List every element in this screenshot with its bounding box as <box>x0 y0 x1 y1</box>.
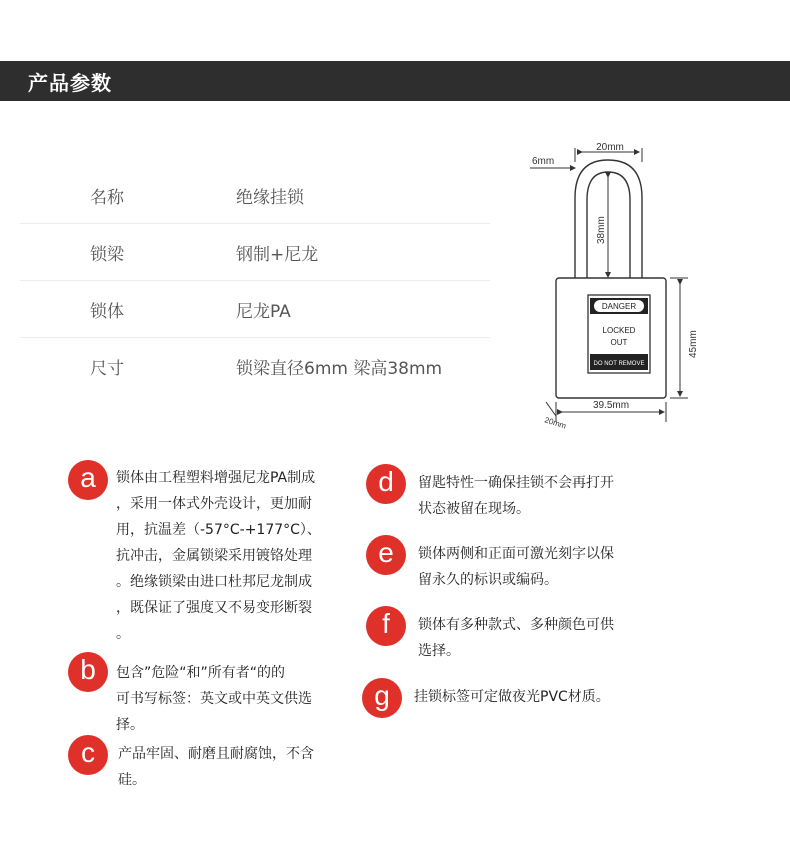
label-do-not-remove: DO NOT REMOVE <box>593 361 645 367</box>
feature-line: 状态被留在现场。 <box>418 501 530 517</box>
feature-line: 锁体由工程塑料增强尼龙PA制成 <box>116 470 316 486</box>
spec-row-size <box>20 338 490 394</box>
padlock-diagram <box>520 140 720 440</box>
spec-value: 锁梁直径6mm 梁高38mm <box>236 359 443 379</box>
feature-line: 用，抗温差（-57°C-+177°C）、 <box>116 522 321 538</box>
spec-label: 尺寸 <box>90 359 124 379</box>
feature-line: ，既保证了强度又不易变形断裂 <box>116 600 312 616</box>
spec-label: 锁体 <box>90 302 124 322</box>
danger-label <box>588 295 650 373</box>
feature-badge: g <box>362 678 402 718</box>
feature-line: 锁体两侧和正面可激光刻字以保 <box>418 546 614 562</box>
section-header <box>0 61 790 101</box>
spec-row-body <box>20 281 490 338</box>
spec-label: 名称 <box>90 188 124 208</box>
feature-badge: e <box>366 535 406 575</box>
spec-label: 锁梁 <box>90 245 124 265</box>
feature-line: 。绝缘锁梁由进口杜邦尼龙制成 <box>116 574 312 590</box>
feature-line: 硅。 <box>118 772 146 788</box>
feature-badge: b <box>68 652 108 692</box>
feature-badge: a <box>68 460 108 500</box>
feature-line: 可书写标签：英文或中英文供选 <box>116 691 312 707</box>
dim-body-height: 45mm <box>688 330 699 358</box>
dim-shackle-width: 20mm <box>596 142 624 153</box>
dim-body-width: 39.5mm <box>592 400 630 411</box>
feature-line: 包含”危险“和”所有者“的的 <box>116 665 286 681</box>
spec-value: 钢制+尼龙 <box>236 245 319 265</box>
feature-text <box>418 541 678 593</box>
feature-line: 择。 <box>116 717 144 733</box>
feature-line: 锁体有多种款式、多种颜色可供 <box>418 617 614 633</box>
feature-text <box>418 470 678 522</box>
feature-badge: c <box>68 735 108 775</box>
section-title: 产品参数 <box>28 71 112 95</box>
dim-shackle-diameter: 6mm <box>532 156 555 167</box>
feature-text <box>116 660 376 738</box>
label-danger: DANGER <box>601 302 637 311</box>
feature-line: 产品牢固、耐磨且耐腐蚀，不含 <box>118 746 314 762</box>
feature-line: 留匙特性一确保挂锁不会再打开 <box>418 475 614 491</box>
label-out: OUT <box>610 338 628 347</box>
feature-badge: f <box>366 606 406 646</box>
feature-badge: d <box>366 464 406 504</box>
spec-value: 尼龙PA <box>236 302 291 322</box>
dim-shackle-height: 38mm <box>596 216 607 244</box>
feature-text <box>418 612 678 664</box>
feature-text <box>118 741 378 793</box>
feature-line: 选择。 <box>418 643 460 659</box>
feature-line: 留永久的标识或编码。 <box>418 572 558 588</box>
feature-line: 挂锁标签可定做夜光PVC材质。 <box>414 689 610 705</box>
label-locked: LOCKED <box>602 326 636 335</box>
feature-line: 抗冲击，金属锁梁采用镀铬处理 <box>116 548 312 564</box>
dim-body-depth: 20mm <box>543 415 568 431</box>
spec-row-shackle <box>20 224 490 281</box>
spec-value: 绝缘挂锁 <box>236 188 304 208</box>
spec-row-name <box>20 167 490 224</box>
feature-text <box>116 465 376 647</box>
feature-text <box>414 684 674 710</box>
feature-line: ，采用一体式外壳设计，更加耐 <box>116 496 312 512</box>
feature-line: 。 <box>116 626 130 642</box>
